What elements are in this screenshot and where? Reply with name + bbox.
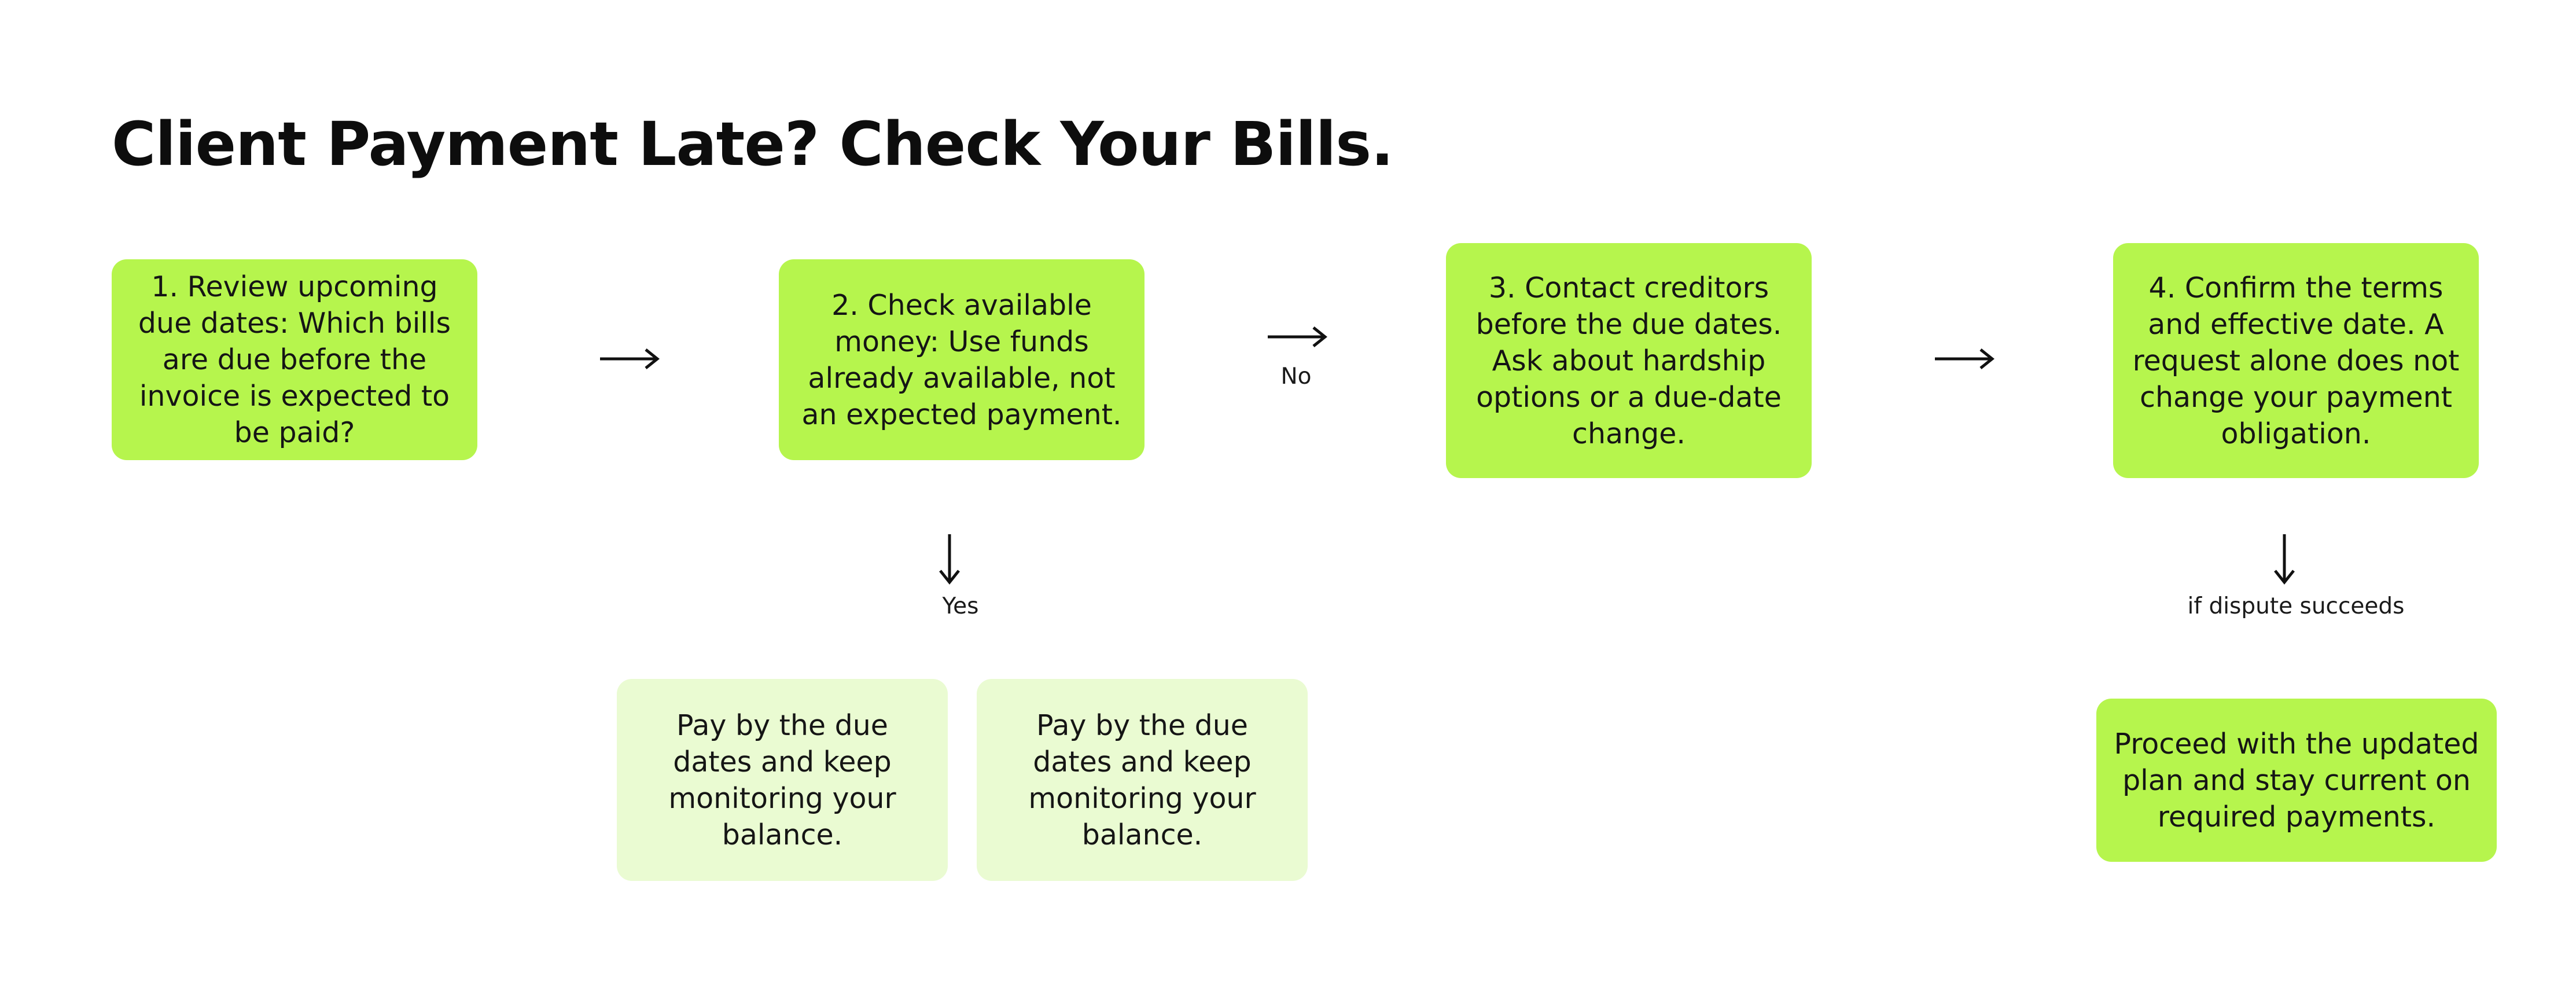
arrow-step2-down — [937, 532, 962, 585]
arrow-step2-to-step3 — [1266, 324, 1330, 350]
no-label: No — [1280, 363, 1312, 390]
step-3-box: 3. Contact creditors before the due dates. Ask about hardship options or a due-date change. — [1446, 243, 1812, 478]
step-1-box: 1. Review upcoming due dates: Which bills are due before the invoice is expected to be paid? — [112, 259, 477, 460]
yes-label: Yes — [942, 593, 979, 619]
arrow-step3-to-step4 — [1933, 346, 1997, 372]
outcome-box-2: Pay by the due dates and keep monitoring your balance. — [977, 679, 1308, 881]
outcome-box-3: Proceed with the updated plan and stay current on required payments. — [2096, 699, 2497, 862]
arrow-step4-down — [2272, 532, 2297, 585]
page-title: Client Payment Late? Check Your Bills. — [112, 109, 1393, 179]
dispute-label: if dispute succeeds — [2187, 593, 2405, 619]
arrow-step1-to-step2 — [598, 346, 662, 372]
step-2-box: 2. Check available money: Use funds already available, not an expected payment. — [779, 259, 1145, 460]
step-4-box: 4. Confirm the terms and effective date. A request alone does not change your payment obligation. — [2113, 243, 2479, 478]
outcome-box-1: Pay by the due dates and keep monitoring your balance. — [617, 679, 948, 881]
